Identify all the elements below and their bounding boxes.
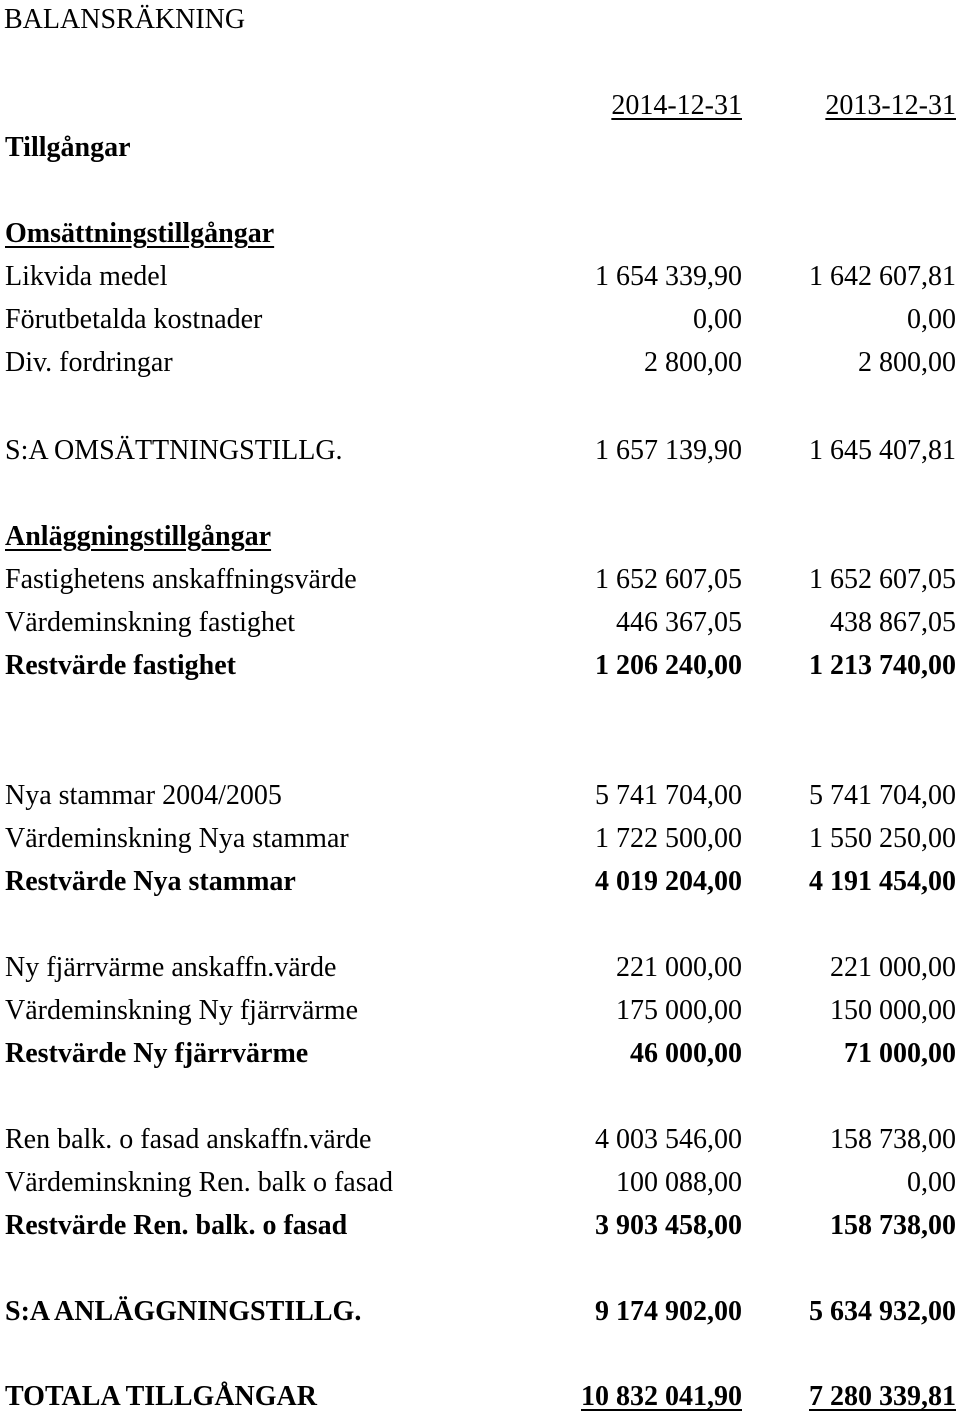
section-heading-row bbox=[0, 128, 960, 168]
row-value-2014: 100 088,00 bbox=[616, 1167, 742, 1198]
row-value-2014: 175 000,00 bbox=[616, 995, 742, 1026]
grand-total-label: TOTALA TILLGÅNGAR bbox=[5, 1381, 317, 1412]
fixed-assets-total-label: S:A ANLÄGGNINGSTILLG. bbox=[5, 1296, 362, 1327]
row-value-2014: 0,00 bbox=[693, 304, 742, 335]
fixed-assets-heading: Anläggningstillgångar bbox=[5, 521, 272, 552]
row-value-2013: 1 550 250,00 bbox=[809, 823, 956, 854]
row-label: Förutbetalda kostnader bbox=[5, 304, 263, 335]
row-label: Värdeminskning fastighet bbox=[5, 607, 296, 638]
row-value-2014: 446 367,05 bbox=[616, 607, 742, 638]
table-row bbox=[0, 991, 960, 1031]
table-row bbox=[0, 1120, 960, 1160]
current-assets-total-2014: 1 657 139,90 bbox=[595, 435, 742, 466]
row-value-2013: 5 741 704,00 bbox=[809, 780, 956, 811]
row-label: Nya stammar 2004/2005 bbox=[5, 780, 282, 811]
row-label: Restvärde Ny fjärrvärme bbox=[5, 1038, 309, 1069]
document-title: BALANSRÄKNING bbox=[4, 4, 246, 35]
row-value-2013: 1 652 607,05 bbox=[809, 564, 956, 595]
row-value-2014: 2 800,00 bbox=[644, 347, 742, 378]
row-value-2014: 1 652 607,05 bbox=[595, 564, 742, 595]
row-value-2013: 158 738,00 bbox=[830, 1210, 956, 1241]
document-title-row bbox=[0, 0, 960, 40]
subtotal-row bbox=[0, 646, 960, 686]
table-row bbox=[0, 1163, 960, 1203]
fixed-assets-total-2014: 9 174 902,00 bbox=[595, 1296, 742, 1327]
current-assets-heading-row bbox=[0, 214, 960, 254]
table-row bbox=[0, 257, 960, 297]
subtotal-row bbox=[0, 862, 960, 902]
row-label: Likvida medel bbox=[5, 261, 168, 292]
row-value-2014: 46 000,00 bbox=[630, 1038, 742, 1069]
row-value-2013: 2 800,00 bbox=[858, 347, 956, 378]
current-assets-heading: Omsättningstillgångar bbox=[5, 218, 275, 249]
fixed-assets-total-2013: 5 634 932,00 bbox=[809, 1296, 956, 1327]
row-value-2014: 1 206 240,00 bbox=[595, 650, 742, 681]
column-header-row bbox=[0, 86, 960, 126]
row-label: Värdeminskning Ny fjärrvärme bbox=[5, 995, 358, 1026]
section-heading-assets: Tillgångar bbox=[5, 132, 131, 163]
current-assets-total-row bbox=[0, 431, 960, 471]
row-value-2014: 5 741 704,00 bbox=[595, 780, 742, 811]
table-row bbox=[0, 819, 960, 859]
row-label: Restvärde fastighet bbox=[5, 650, 236, 681]
row-label: Restvärde Nya stammar bbox=[5, 866, 296, 897]
row-value-2013: 4 191 454,00 bbox=[809, 866, 956, 897]
row-label: Ny fjärrvärme anskaffn.värde bbox=[5, 952, 337, 983]
column-header-2013: 2013-12-31 bbox=[825, 90, 956, 121]
row-value-2013: 1 213 740,00 bbox=[809, 650, 956, 681]
row-value-2013: 1 642 607,81 bbox=[809, 261, 956, 292]
row-value-2013: 0,00 bbox=[907, 304, 956, 335]
row-value-2014: 4 003 546,00 bbox=[595, 1124, 742, 1155]
row-value-2013: 438 867,05 bbox=[830, 607, 956, 638]
table-row bbox=[0, 603, 960, 643]
row-label: Värdeminskning Ren. balk o fasad bbox=[5, 1167, 394, 1198]
current-assets-total-label: S:A OMSÄTTNINGSTILLG. bbox=[5, 435, 343, 466]
row-value-2013: 0,00 bbox=[907, 1167, 956, 1198]
table-row bbox=[0, 343, 960, 383]
grand-total-row bbox=[0, 1377, 960, 1417]
row-label: Fastighetens anskaffningsvärde bbox=[5, 564, 357, 595]
table-row bbox=[0, 300, 960, 340]
row-label: Div. fordringar bbox=[5, 347, 173, 378]
row-value-2013: 150 000,00 bbox=[830, 995, 956, 1026]
subtotal-row bbox=[0, 1206, 960, 1246]
fixed-assets-total-row bbox=[0, 1292, 960, 1332]
row-label: Ren balk. o fasad anskaffn.värde bbox=[5, 1124, 372, 1155]
grand-total-2014: 10 832 041,90 bbox=[581, 1381, 742, 1412]
grand-total-2013: 7 280 339,81 bbox=[809, 1381, 956, 1412]
row-value-2013: 221 000,00 bbox=[830, 952, 956, 983]
fixed-assets-heading-row bbox=[0, 517, 960, 557]
row-value-2014: 3 903 458,00 bbox=[595, 1210, 742, 1241]
column-header-2014: 2014-12-31 bbox=[611, 90, 742, 121]
row-label: Värdeminskning Nya stammar bbox=[5, 823, 349, 854]
row-label: Restvärde Ren. balk. o fasad bbox=[5, 1210, 348, 1241]
table-row bbox=[0, 560, 960, 600]
row-value-2013: 158 738,00 bbox=[830, 1124, 956, 1155]
current-assets-total-2013: 1 645 407,81 bbox=[809, 435, 956, 466]
row-value-2014: 221 000,00 bbox=[616, 952, 742, 983]
subtotal-row bbox=[0, 1034, 960, 1074]
row-value-2013: 71 000,00 bbox=[844, 1038, 956, 1069]
row-value-2014: 1 654 339,90 bbox=[595, 261, 742, 292]
row-value-2014: 1 722 500,00 bbox=[595, 823, 742, 854]
table-row bbox=[0, 776, 960, 816]
table-row bbox=[0, 948, 960, 988]
row-value-2014: 4 019 204,00 bbox=[595, 866, 742, 897]
